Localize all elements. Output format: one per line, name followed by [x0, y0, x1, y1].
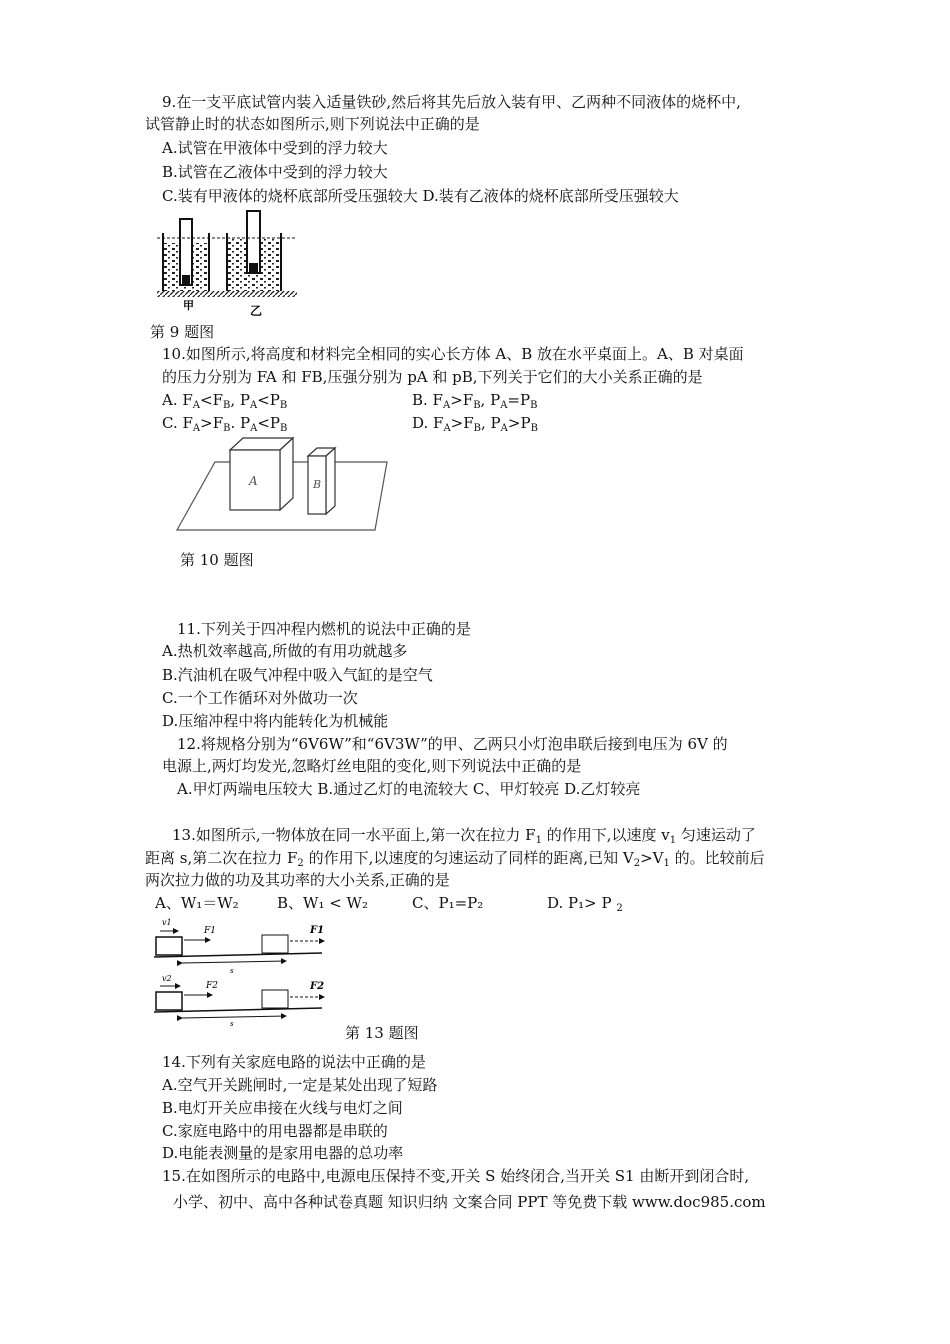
q9-option-a: A.试管在甲液体中受到的浮力较大	[162, 139, 388, 157]
q13-label-s2: s	[230, 1020, 234, 1028]
q14-stem: 14.下列有关家庭电路的说法中正确的是	[162, 1053, 426, 1071]
q9-label-left: 甲	[183, 299, 194, 312]
q9-stem-line1: 9.在一支平底试管内装入适量铁砂,然后将其先后放入装有甲、乙两种不同液体的烧杯中,	[162, 93, 741, 111]
q9-ground	[157, 291, 297, 297]
q13-stem-line1: 13.如图所示,一物体放在同一水平面上,第一次在拉力 $F_1$ 的作用下,以速度 $v_1$ 匀速运动了	[172, 826, 756, 846]
q13-option-d: D. P₁> P $_2$	[547, 894, 623, 914]
q9-caption: 第 9 题图	[150, 323, 215, 341]
q11-option-c: C.一个工作循环对外做功一次	[162, 689, 358, 707]
q10-figure	[175, 432, 395, 537]
q13-label-s1: s	[230, 967, 234, 975]
q13-scenario-1	[154, 918, 324, 975]
q13-caption: 第 13 题图	[345, 1024, 419, 1042]
q10-option-d: D. $F_A>F_B$, $P_A>P_B$	[412, 414, 538, 434]
q13-label-f2: F2	[206, 981, 218, 991]
q11-stem: 11.下列关于四冲程内燃机的说法中正确的是	[177, 620, 471, 638]
q10-option-b: B. $F_A>F_B$, $P_A=P_B$	[412, 391, 538, 411]
q9-beaker-right	[227, 211, 281, 291]
q13-option-a: A、W₁＝W₂	[155, 894, 239, 912]
q12-stem-line2: 电源上,两灯均发光,忽略灯丝电阻的变化,则下列说法中正确的是	[162, 757, 582, 775]
q12-options: A.甲灯两端电压较大 B.通过乙灯的电流较大 C、甲灯较亮 D.乙灯较亮	[177, 780, 641, 798]
q13-option-b: B、W₁ < W₂	[277, 894, 368, 912]
q9-label-right: 乙	[250, 304, 263, 318]
q13-label-F2: F2	[310, 981, 325, 992]
q10-stem-line1: 10.如图所示,将高度和材料完全相同的实心长方体 A、B 放在水平桌面上。A、B 对桌面	[162, 345, 744, 363]
q13-label-v2: v2	[162, 974, 172, 983]
q11-option-d: D.压缩冲程中将内能转化为机械能	[162, 712, 389, 730]
q13-figure	[152, 915, 337, 1027]
q10-label-a: A	[249, 474, 258, 488]
q13-scenario-2	[154, 974, 324, 1028]
q10-caption: 第 10 题图	[180, 551, 254, 569]
q9-option-cd: C.装有甲液体的烧杯底部所受压强较大 D.装有乙液体的烧杯底部所受压强较大	[162, 187, 679, 205]
q13-label-F1: F1	[310, 925, 325, 936]
q10-stem-line2: 的压力分别为 FA 和 FB,压强分别为 pA 和 pB,下列关于它们的大小关系正确的是	[162, 368, 703, 386]
q13-option-c: C、P₁=P₂	[412, 894, 484, 912]
q9-beaker-left	[163, 219, 209, 291]
q13-label-f1: F1	[204, 926, 216, 936]
q14-option-a: A.空气开关跳闸时,一定是某处出现了短路	[162, 1076, 438, 1094]
q9-option-b: B.试管在乙液体中受到的浮力较大	[162, 163, 388, 181]
q10-label-b: B	[313, 478, 322, 491]
q11-option-a: A.热机效率越高,所做的有用功就越多	[162, 642, 408, 660]
q14-option-c: C.家庭电路中的用电器都是串联的	[162, 1122, 388, 1140]
q10-block-a	[230, 438, 293, 510]
q13-label-v1: v1	[162, 918, 172, 927]
q14-option-d: D.电能表测量的是家用电器的总功率	[162, 1144, 404, 1162]
q13-stem-line2: 距离 s,第二次在拉力 $F_2$ 的作用下,以速度的匀速运动了同样的距离,已知 $V_2>V_1$ 的。比较前后	[145, 849, 765, 869]
q13-stem-line3: 两次拉力做的功及其功率的大小关系,正确的是	[145, 871, 450, 889]
q15-stem: 15.在如图所示的电路中,电源电压保持不变,开关 S 始终闭合,当开关 S1 由断开到闭合时,	[162, 1167, 750, 1185]
q11-option-b: B.汽油机在吸气冲程中吸入气缸的是空气	[162, 666, 433, 684]
q9-figure	[155, 205, 305, 320]
q9-stem-line2: 试管静止时的状态如图所示,则下列说法中正确的是	[145, 115, 480, 133]
page-footer: 小学、初中、高中各种试卷真题 知识归纳 文案合同 PPT 等免费下载 www.doc985.com	[173, 1193, 766, 1211]
q14-option-b: B.电灯开关应串接在火线与电灯之间	[162, 1099, 403, 1117]
q10-option-c: C. $F_A>F_B$. $P_A<P_B$	[162, 414, 288, 434]
q10-option-a: A. $F_A<F_B$, $P_A<P_B$	[162, 391, 288, 411]
q12-stem-line1: 12.将规格分别为“6V6W”和“6V3W”的甲、乙两只小灯泡串联后接到电压为 6V 的	[177, 735, 728, 753]
